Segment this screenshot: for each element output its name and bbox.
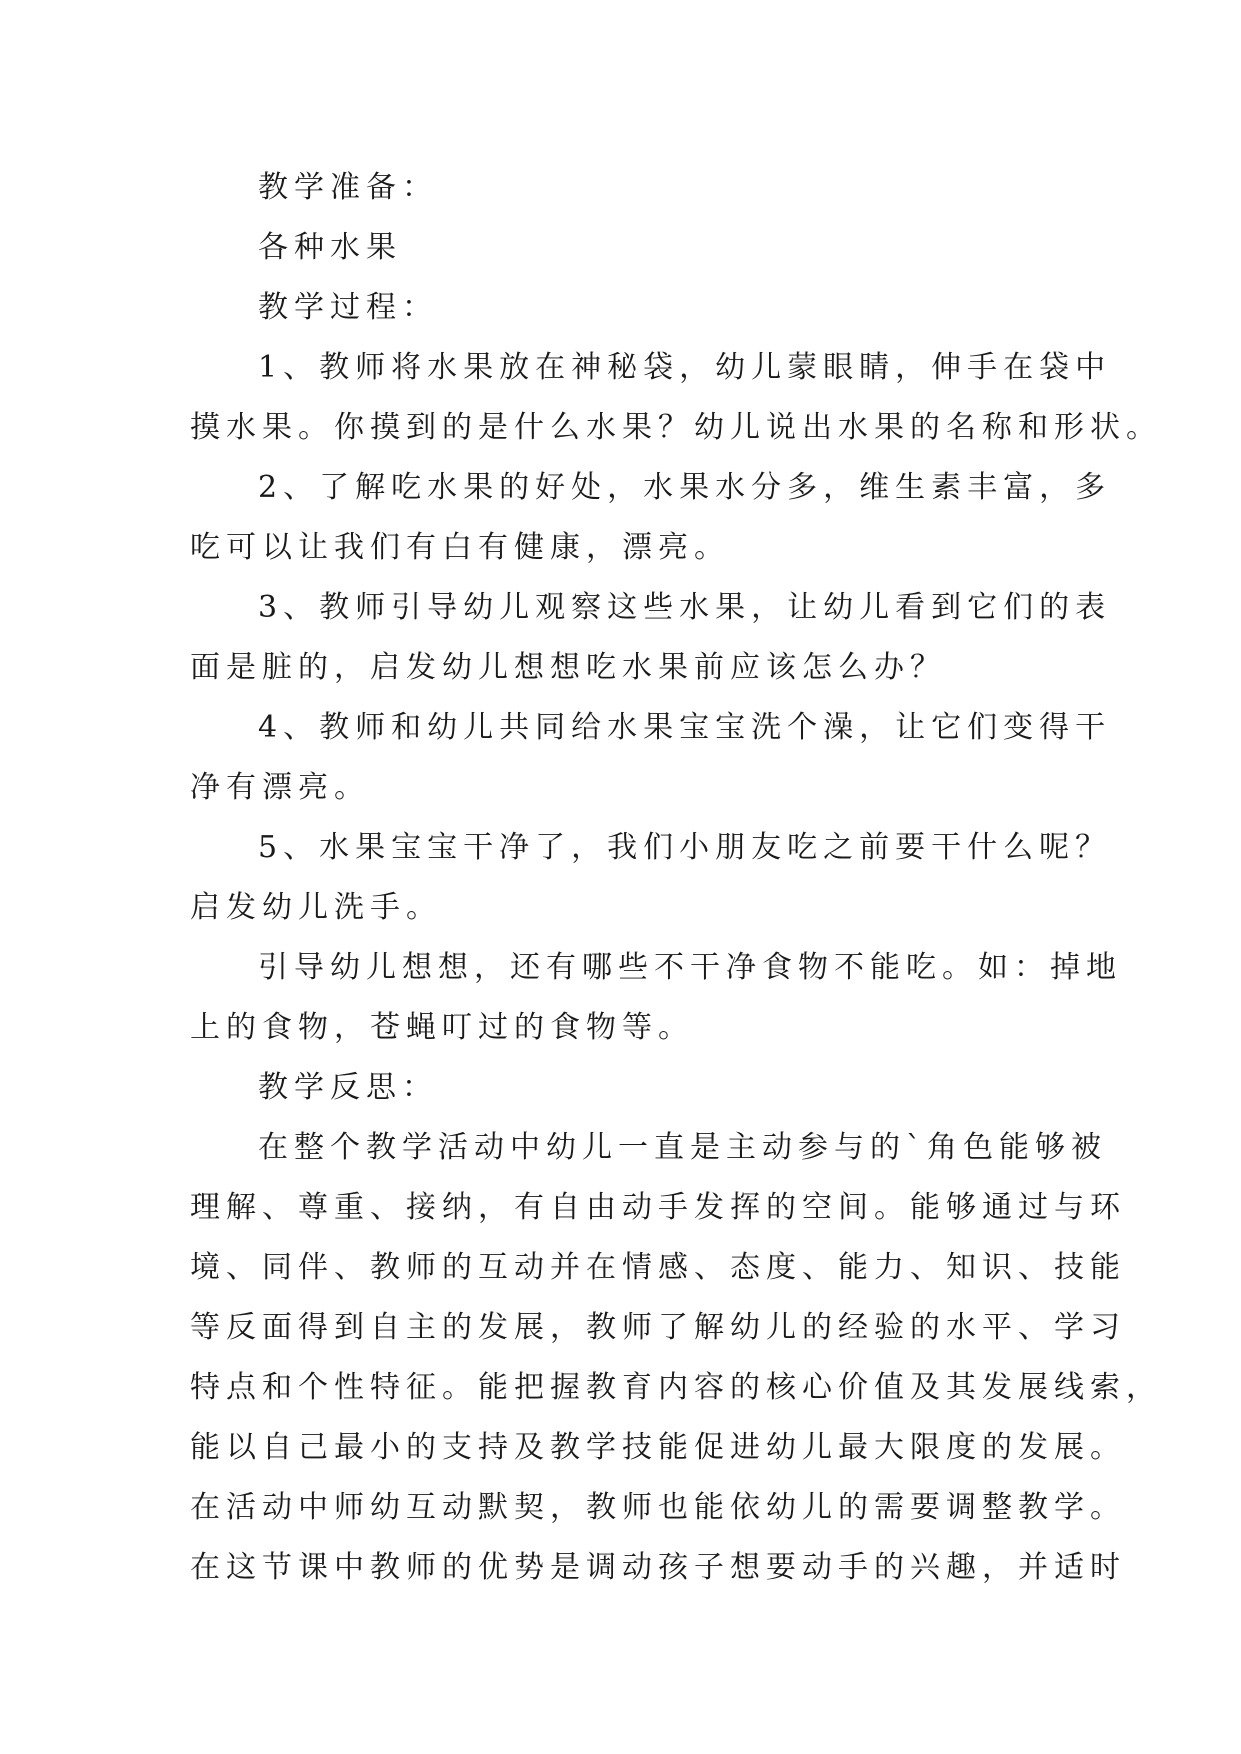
text-line: 5、水果宝宝干净了，我们小朋友吃之前要干什么呢？	[258, 830, 1112, 865]
heading-process: 教学过程：	[258, 290, 438, 325]
text-line: 2、了解吃水果的好处，水果水分多，维生素丰富，多	[258, 470, 1112, 505]
text-line: 能以自己最小的支持及教学技能促进幼儿最大限度的发展。	[190, 1430, 1126, 1465]
preparation-content: 各种水果	[258, 230, 402, 265]
text-line: 4、教师和幼儿共同给水果宝宝洗个澡，让它们变得干	[258, 710, 1112, 745]
text-line: 在活动中师幼互动默契，教师也能依幼儿的需要调整教学。	[190, 1490, 1126, 1525]
text-line: 3、教师引导幼儿观察这些水果，让幼儿看到它们的表	[258, 590, 1112, 625]
heading-reflection: 教学反思：	[258, 1070, 438, 1105]
text-line: 特点和个性特征。能把握教育内容的核心价值及其发展线索，	[190, 1370, 1162, 1405]
text-line: 理解、尊重、接纳，有自由动手发挥的空间。能够通过与环	[190, 1190, 1126, 1225]
text-line: 吃可以让我们有白有健康，漂亮。	[190, 530, 730, 565]
text-line: 在整个教学活动中幼儿一直是主动参与的`角色能够被	[258, 1130, 1107, 1165]
text-line: 上的食物，苍蝇叮过的食物等。	[190, 1010, 694, 1045]
text-line: 净有漂亮。	[190, 770, 370, 805]
text-line: 等反面得到自主的发展，教师了解幼儿的经验的水平、学习	[190, 1310, 1126, 1345]
document-body	[190, 158, 1162, 1598]
heading-preparation: 教学准备：	[258, 170, 438, 205]
text-line: 境、同伴、教师的互动并在情感、态度、能力、知识、技能	[190, 1250, 1126, 1285]
text-line: 1、教师将水果放在神秘袋，幼儿蒙眼睛，伸手在袋中	[258, 350, 1112, 385]
text-line: 摸水果。你摸到的是什么水果？幼儿说出水果的名称和形状。	[190, 410, 1162, 445]
text-line: 在这节课中教师的优势是调动孩子想要动手的兴趣，并适时	[190, 1550, 1126, 1585]
text-line: 面是脏的，启发幼儿想想吃水果前应该怎么办？	[190, 650, 946, 685]
text-line: 启发幼儿洗手。	[190, 890, 442, 925]
text-line: 引导幼儿想想，还有哪些不干净食物不能吃。如：掉地	[258, 950, 1122, 985]
